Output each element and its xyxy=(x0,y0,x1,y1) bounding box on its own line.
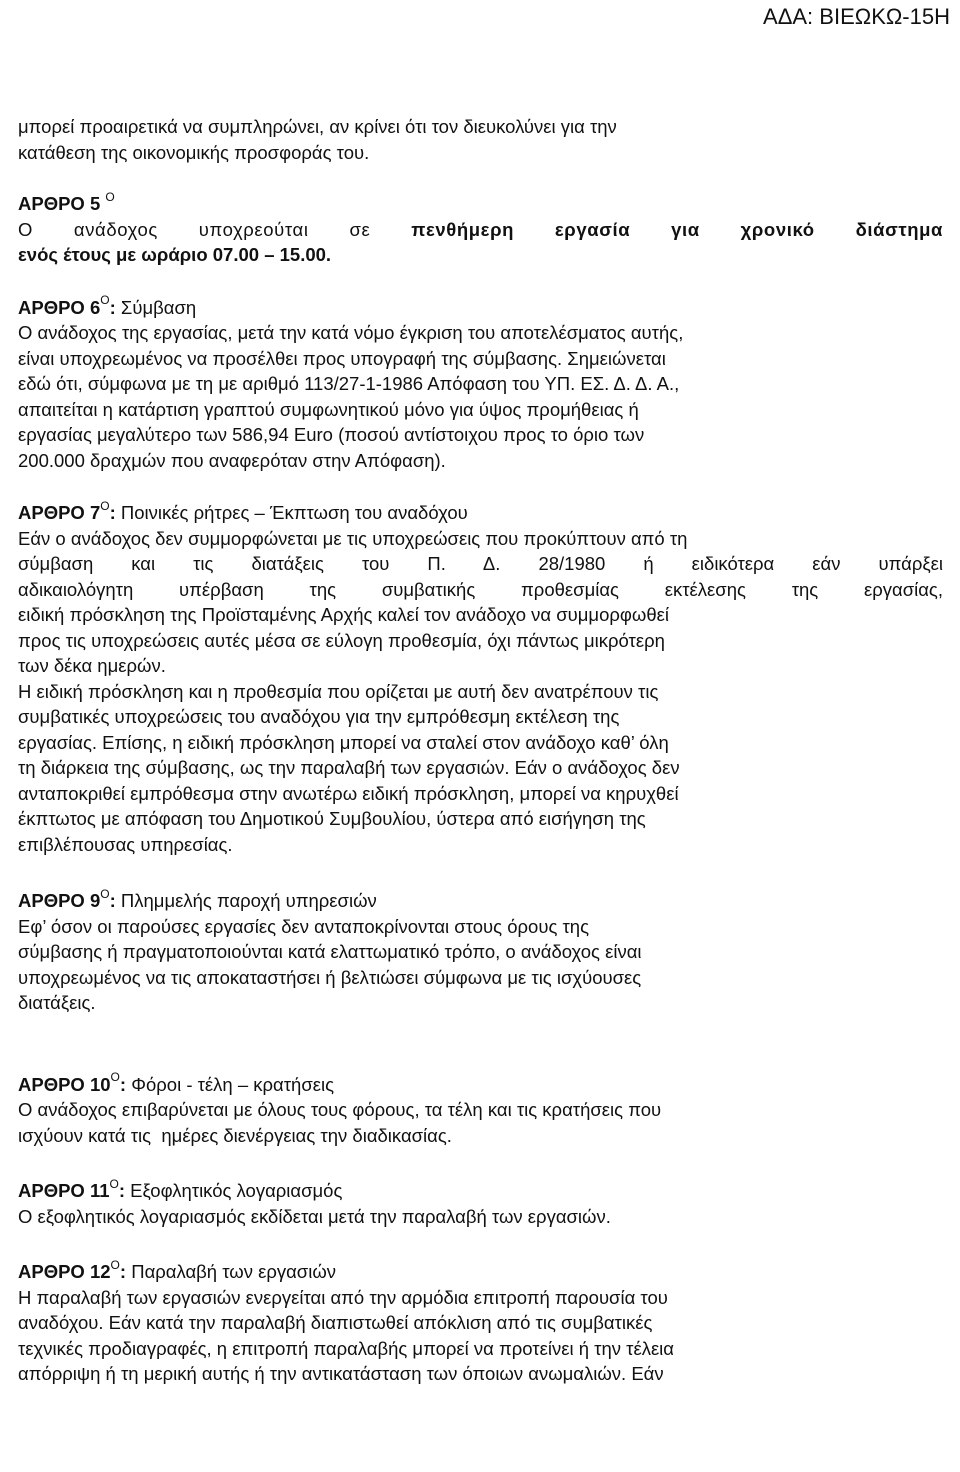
article-9-title: ΑΡΘΡΟ 9 xyxy=(18,890,101,911)
article-7-line: αδικαιολόγητη υπέρβαση της συμβατικής προθεσμίας εκτέλεσης της εργασίας, xyxy=(18,578,943,600)
article-12 xyxy=(18,1259,943,1387)
article-5-title: ΑΡΘΡΟ 5 xyxy=(18,193,101,214)
article-11-line: Ο εξοφλητικός λογαριασμός εκδίδεται μετά την παραλαβή των εργασιών. xyxy=(18,1205,611,1227)
article-7-colon: : xyxy=(109,502,116,523)
article-7-subject: Ποινικές ρήτρες – Έκπτωση του αναδόχου xyxy=(120,502,468,523)
article-11-title: ΑΡΘΡΟ 11 xyxy=(18,1180,110,1201)
article-6-line: Ο ανάδοχος της εργασίας, μετά την κατά νόμο έγκριση του αποτελέσματος αυτής, xyxy=(18,322,684,343)
article-9-line: Εφ’ όσον οι παρούσες εργασίες δεν ανταποκρίνονται στους όρους της xyxy=(18,915,590,937)
article-7-ordinal: Ο xyxy=(100,498,110,513)
article-10-heading xyxy=(18,1072,943,1098)
article-9-heading xyxy=(18,888,943,914)
article-7-line: συμβατικές υποχρεώσεις του αναδόχου για την εμπρόθεσμη εκτέλεση της xyxy=(18,706,620,727)
article-7-line: επιβλέπουσας υπηρεσίας. xyxy=(18,833,233,855)
article-10-line: ισχύουν κατά τις ημέρες διενέργειας την διαδικασίας. xyxy=(18,1124,452,1146)
article-12-line: αναδόχου. Εάν κατά την παραλαβή διαπιστωθεί απόκλιση από τις συμβατικές xyxy=(18,1312,653,1333)
article-10-line: Ο ανάδοχος επιβαρύνεται με όλους τους φόρους, τα τέλη και τις κρατήσεις που xyxy=(18,1099,662,1120)
article-6 xyxy=(18,295,943,474)
article-9-line: διατάξεις. xyxy=(18,992,96,1013)
article-7-line: Εάν ο ανάδοχος δεν συμμορφώνεται με τις υποχρεώσεις που προκύπτουν από τη xyxy=(18,527,688,549)
article-9-colon: : xyxy=(109,890,116,911)
article-7-line: Η ειδική πρόσκληση και η προθεσμία που ορίζεται με αυτή δεν ανατρέπουν τις xyxy=(18,680,659,702)
article-12-ordinal: Ο xyxy=(110,1257,120,1272)
article-9 xyxy=(18,888,943,1016)
article-12-colon: : xyxy=(119,1261,127,1282)
article-10-ordinal: Ο xyxy=(110,1070,120,1085)
article-6-subject: Σύμβαση xyxy=(120,296,197,318)
article-7-line: έκπτωτος με απόφαση του Δημοτικού Συμβουλίου, ύστερα από εισήγηση της xyxy=(18,808,646,829)
article-7-title: ΑΡΘΡΟ 7 xyxy=(18,502,101,523)
article-6-line: απαιτείται η κατάρτιση γραπτού συμφωνητικού μόνο για ύψος προμήθειας ή xyxy=(18,398,639,420)
article-7-line: προς τις υποχρεώσεις αυτές μέσα σε εύλογη προθεσμία, όχι πάντως μικρότερη xyxy=(18,629,665,651)
article-11-subject: Εξοφλητικός λογαριασμός xyxy=(130,1180,343,1201)
lead-line: κατάθεση της οικονομικής προσφοράς του. xyxy=(18,141,370,163)
article-6-line: 200.000 δραχμών που αναφερόταν στην Απόφαση). xyxy=(18,449,446,471)
document-body xyxy=(18,114,943,1414)
article-6-line: εργασίας μεγαλύτερο των 586,94 Euro (ποσού αντίστοιχου προς το όριο των xyxy=(18,424,645,445)
article-5-ordinal: Ο xyxy=(105,189,115,204)
article-7-heading xyxy=(18,500,943,526)
article-6-line: εδώ ότι, σύμφωνα με τη με αριθμό 113/27-1-1986 Απόφαση του ΥΠ. ΕΣ. Δ. Δ. Α., xyxy=(18,373,680,394)
article-10 xyxy=(18,1072,943,1149)
article-6-line: είναι υποχρεωμένος να προσέλθει προς υπογραφή της σύμβασης. Σημειώνεται xyxy=(18,347,666,369)
article-9-ordinal: Ο xyxy=(100,886,110,901)
article-7-line: τη διάρκεια της σύμβασης, ως την παραλαβή των εργασιών. Εάν ο ανάδοχος δεν xyxy=(18,757,680,778)
article-7-line: ειδική πρόσκληση της Προϊσταμένης Αρχής καλεί τον ανάδοχο να συμμορφωθεί xyxy=(18,604,669,625)
article-12-title: ΑΡΘΡΟ 12 xyxy=(18,1261,111,1282)
article-11-colon: : xyxy=(118,1180,126,1201)
article-11 xyxy=(18,1178,943,1229)
article-9-line: υποχρεωμένος να τις αποκαταστήσει ή βελτιώσει σύμφωνα με τις ισχύουσες xyxy=(18,966,642,988)
lead-paragraph xyxy=(18,114,943,165)
article-6-title: ΑΡΘΡΟ 6 xyxy=(18,296,101,318)
article-5-line xyxy=(18,242,943,268)
lead-line: μπορεί προαιρετικά να συμπληρώνει, αν κρίνει ότι τον διευκολύνει για την xyxy=(18,116,617,137)
article-10-colon: : xyxy=(119,1073,127,1095)
article-12-line: απόρριψη ή τη μερική αυτής ή την αντικατάσταση των όποιων ανωμαλιών. Εάν xyxy=(18,1363,664,1384)
article-6-ordinal: Ο xyxy=(100,293,110,308)
article-12-heading xyxy=(18,1259,943,1285)
article-10-subject: Φόροι - τέλη – κρατήσεις xyxy=(131,1073,335,1095)
article-5-text: Ο ανάδοχος υποχρεούται σε xyxy=(18,218,412,240)
article-7-line: σύμβαση και τις διατάξεις του Π. Δ. 28/1980 ή ειδικότερα εάν υπάρξει xyxy=(18,553,943,574)
article-7-line: ανταποκριθεί εμπρόθεσμα στην ανωτέρω ειδική πρόσκληση, μπορεί να κηρυχθεί xyxy=(18,782,679,804)
article-5-bold-text: ενός έτους με ωράριο 07.00 – 15.00. xyxy=(18,244,332,265)
article-9-line: σύμβασης ή πραγματοποιούνται κατά ελαττωματικό τρόπο, ο ανάδοχος είναι xyxy=(18,941,642,962)
article-10-title: ΑΡΘΡΟ 10 xyxy=(18,1073,111,1095)
article-12-line: τεχνικές προδιαγραφές, η επιτροπή παραλαβής μπορεί να προτείνει ή την τέλεια xyxy=(18,1337,674,1359)
article-12-subject: Παραλαβή των εργασιών xyxy=(131,1261,337,1282)
article-5-heading xyxy=(18,191,943,217)
article-11-ordinal: Ο xyxy=(109,1176,119,1191)
article-7 xyxy=(18,500,943,857)
article-5-bold-text: πενθήμερη εργασία για χρονικό διάστημα xyxy=(411,218,944,240)
article-11-heading xyxy=(18,1178,943,1204)
article-5-line xyxy=(18,217,943,243)
article-6-heading xyxy=(18,295,943,321)
article-9-subject: Πλημμελής παροχή υπηρεσιών xyxy=(120,890,377,911)
article-7-line: των δέκα ημερών. xyxy=(18,655,166,676)
article-5 xyxy=(18,191,943,268)
article-6-colon: : xyxy=(109,296,116,318)
article-7-line: εργασίας. Επίσης, η ειδική πρόσκληση μπορεί να σταλεί στον ανάδοχο καθ’ όλη xyxy=(18,731,669,753)
document-header-ada: ΑΔΑ: ΒΙΕΩΚΩ-15Η xyxy=(763,4,950,29)
article-12-line: Η παραλαβή των εργασιών ενεργείται από την αρμόδια επιτροπή παρουσία του xyxy=(18,1286,668,1308)
